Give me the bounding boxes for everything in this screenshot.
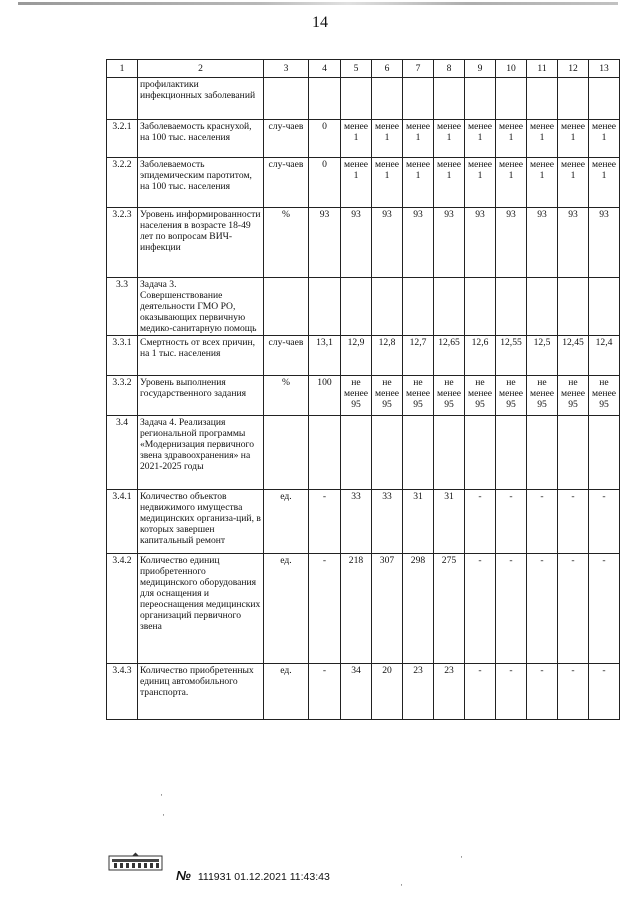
value-cell: не менее 95 [434,376,465,416]
value-cell: менее 1 [403,120,434,158]
table-row [107,78,620,120]
value-cell: менее 1 [403,158,434,208]
unit-cell: % [264,208,309,278]
table-row [107,208,620,278]
indicator-name-cell: Смертность от всех причин, на 1 тыс. населения [138,336,264,376]
value-cell [558,416,589,490]
row-number-cell: 3.4.2 [107,554,138,664]
value-cell: - [496,554,527,664]
column-header-3: 3 [264,60,309,78]
unit-cell [264,416,309,490]
value-cell [496,416,527,490]
scan-speck: · [160,790,163,800]
value-cell: 298 [403,554,434,664]
unit-cell: слу-чаев [264,336,309,376]
value-cell: 218 [341,554,372,664]
value-cell [372,78,403,120]
government-emblem-icon [108,852,163,872]
value-cell: 93 [496,208,527,278]
value-cell: менее 1 [434,120,465,158]
value-cell: 12,55 [496,336,527,376]
value-cell: 275 [434,554,465,664]
scan-speck: · [460,852,463,862]
doc-number: 111931 [197,871,232,883]
value-cell: - [496,490,527,554]
indicator-name-cell: профилактики инфекционных заболеваний [138,78,264,120]
unit-cell: ед. [264,664,309,720]
row-number-cell: 3.3.1 [107,336,138,376]
column-header-11: 11 [527,60,558,78]
value-cell: менее 1 [434,158,465,208]
indicator-name-cell: Заболеваемость краснухой, на 100 тыс. населения [138,120,264,158]
value-cell: менее 1 [527,120,558,158]
value-cell: менее 1 [589,120,620,158]
value-cell [403,78,434,120]
row-number-cell [107,78,138,120]
value-cell: менее 1 [558,158,589,208]
value-cell: 13,1 [309,336,341,376]
value-cell [589,416,620,490]
value-cell [341,416,372,490]
value-cell: менее 1 [341,158,372,208]
value-cell: менее 1 [558,120,589,158]
value-cell: - [589,554,620,664]
value-cell: 12,65 [434,336,465,376]
value-cell: 20 [372,664,403,720]
value-cell: не менее 95 [589,376,620,416]
value-cell: 31 [434,490,465,554]
value-cell: не менее 95 [527,376,558,416]
value-cell: 93 [372,208,403,278]
value-cell: - [527,664,558,720]
value-cell [589,278,620,336]
value-cell [372,278,403,336]
column-header-4: 4 [309,60,341,78]
table-row [107,490,620,554]
value-cell: - [589,490,620,554]
value-cell [309,416,341,490]
table-row [107,554,620,664]
value-cell: - [309,490,341,554]
table-row [107,336,620,376]
value-cell: менее 1 [589,158,620,208]
value-cell: 12,7 [403,336,434,376]
indicator-name-cell: Уровень информированности населения в возрасте 18-49 лет по вопросам ВИЧ-инфекции [138,208,264,278]
value-cell [465,78,496,120]
value-cell: 93 [403,208,434,278]
value-cell: 0 [309,158,341,208]
value-cell: менее 1 [465,120,496,158]
value-cell: 31 [403,490,434,554]
value-cell: 12,9 [341,336,372,376]
row-number-cell: 3.3 [107,278,138,336]
unit-cell [264,278,309,336]
value-cell [341,278,372,336]
row-number-cell: 3.4 [107,416,138,490]
table-row [107,278,620,336]
value-cell: 93 [341,208,372,278]
value-cell [434,278,465,336]
table-row [107,158,620,208]
value-cell: 33 [372,490,403,554]
value-cell: - [465,490,496,554]
value-cell: менее 1 [372,158,403,208]
value-cell: не менее 95 [403,376,434,416]
value-cell [527,416,558,490]
value-cell [434,78,465,120]
table-row [107,120,620,158]
value-cell: 12,5 [527,336,558,376]
value-cell: 0 [309,120,341,158]
value-cell [589,78,620,120]
value-cell: - [309,664,341,720]
document-footer [108,852,588,892]
value-cell: 12,8 [372,336,403,376]
page-number: 14 [312,14,328,31]
value-cell: 12,6 [465,336,496,376]
value-cell: 12,4 [589,336,620,376]
value-cell [496,278,527,336]
value-cell: не менее 95 [558,376,589,416]
value-cell: 93 [434,208,465,278]
column-header-10: 10 [496,60,527,78]
value-cell [372,416,403,490]
column-header-2: 2 [138,60,264,78]
value-cell: - [558,490,589,554]
value-cell: 12,45 [558,336,589,376]
indicator-name-cell: Количество приобретенных единиц автомобильного транспорта. [138,664,264,720]
row-number-cell: 3.2.3 [107,208,138,278]
column-header-8: 8 [434,60,465,78]
value-cell [558,278,589,336]
value-cell: 93 [589,208,620,278]
indicator-name-cell: Заболеваемость эпидемическим паротитом, на 100 тыс. населения [138,158,264,208]
table-row [107,376,620,416]
value-cell: 93 [309,208,341,278]
row-number-cell: 3.4.1 [107,490,138,554]
value-cell: - [527,554,558,664]
column-header-9: 9 [465,60,496,78]
value-cell: 93 [527,208,558,278]
unit-cell: ед. [264,554,309,664]
indicator-name-cell: Количество объектов недвижимого имущества медицинских организа-ций, в которых завершен капитальный ремонт [138,490,264,554]
value-cell: менее 1 [341,120,372,158]
row-number-cell: 3.2.2 [107,158,138,208]
unit-cell [264,78,309,120]
unit-cell: % [264,376,309,416]
row-number-cell: 3.2.1 [107,120,138,158]
column-header-6: 6 [372,60,403,78]
value-cell: 34 [341,664,372,720]
value-cell [309,78,341,120]
table-row [107,664,620,720]
unit-cell: слу-чаев [264,120,309,158]
value-cell: 93 [558,208,589,278]
column-header-7: 7 [403,60,434,78]
indicator-name-cell: Уровень выполнения государственного задания [138,376,264,416]
table-row [107,416,620,490]
doc-number-symbol: № [176,868,191,883]
value-cell [527,78,558,120]
value-cell: 33 [341,490,372,554]
value-cell: - [309,554,341,664]
value-cell: не менее 95 [496,376,527,416]
value-cell: - [558,664,589,720]
indicator-name-cell: Задача 4. Реализация региональной программы «Модернизация первичного звена здравоохранения» на 2021-2025 годы [138,416,264,490]
row-number-cell: 3.3.2 [107,376,138,416]
value-cell: - [465,554,496,664]
value-cell: - [589,664,620,720]
value-cell: менее 1 [372,120,403,158]
scan-speck: · [400,880,403,890]
scan-edge-line [18,2,618,5]
column-header-13: 13 [589,60,620,78]
indicators-table [106,59,620,720]
document-registration-stamp [176,868,330,883]
value-cell: 307 [372,554,403,664]
indicator-name-cell: Количество единиц приобретенного медицинского оборудования для оснащения и переоснащения медицинских организаций первичного звена [138,554,264,664]
value-cell [558,78,589,120]
value-cell: не менее 95 [372,376,403,416]
row-number-cell: 3.4.3 [107,664,138,720]
table-header-row [107,60,620,78]
value-cell [434,416,465,490]
value-cell: - [558,554,589,664]
value-cell [309,278,341,336]
value-cell: - [465,664,496,720]
value-cell: - [527,490,558,554]
column-header-5: 5 [341,60,372,78]
value-cell [527,278,558,336]
value-cell: не менее 95 [465,376,496,416]
value-cell [403,278,434,336]
column-header-12: 12 [558,60,589,78]
value-cell: менее 1 [527,158,558,208]
value-cell [341,78,372,120]
table-body [107,78,620,720]
value-cell: - [496,664,527,720]
value-cell [496,78,527,120]
value-cell [465,416,496,490]
value-cell: 23 [434,664,465,720]
unit-cell: слу-чаев [264,158,309,208]
value-cell: менее 1 [496,158,527,208]
value-cell: 93 [465,208,496,278]
value-cell: 100 [309,376,341,416]
value-cell: менее 1 [465,158,496,208]
doc-datetime: 01.12.2021 11:43:43 [234,871,330,883]
value-cell [465,278,496,336]
column-header-1: 1 [107,60,138,78]
value-cell [403,416,434,490]
indicator-name-cell: Задача 3. Совершенствование деятельности ГМО РО, оказывающих первичную медико-санитарную помощь [138,278,264,336]
scan-speck: · [162,810,165,820]
value-cell: менее 1 [496,120,527,158]
value-cell: 23 [403,664,434,720]
unit-cell: ед. [264,490,309,554]
value-cell: не менее 95 [341,376,372,416]
